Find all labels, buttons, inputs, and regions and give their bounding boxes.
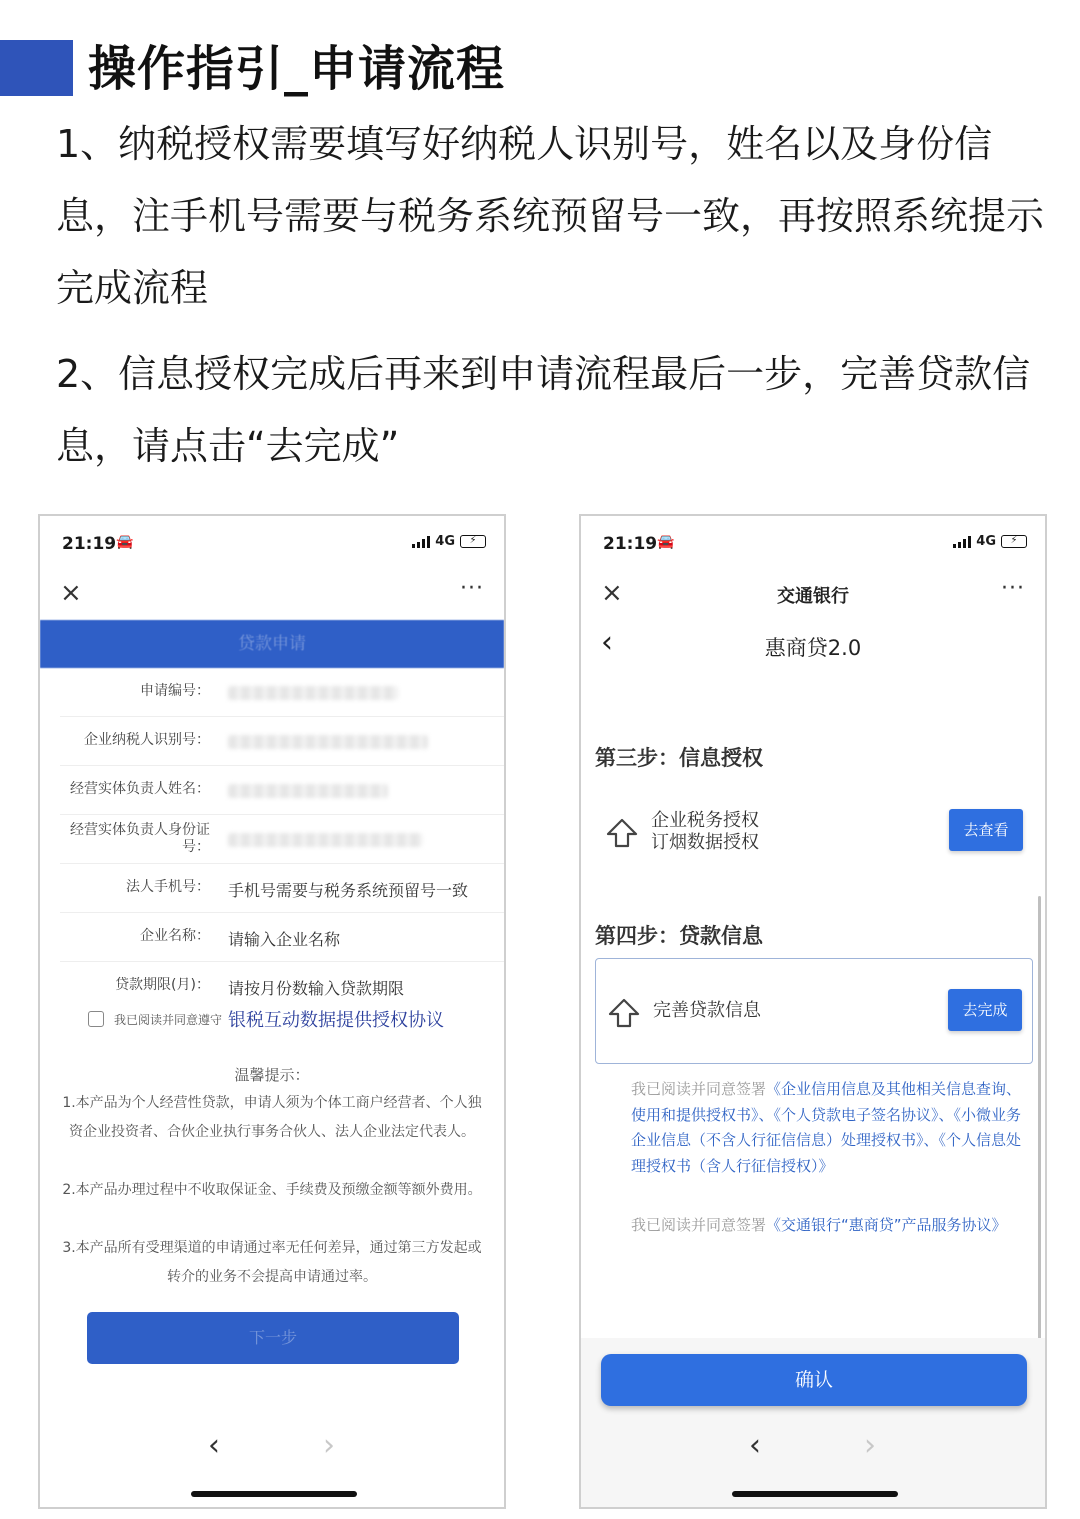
status-bar: [581, 534, 1045, 556]
status-bar: [40, 534, 504, 556]
agreement-row: [88, 1006, 444, 1032]
home-indicator: [732, 1491, 898, 1497]
agree-checkbox[interactable]: [88, 1011, 104, 1027]
form-row-taxpayer-id: [60, 717, 504, 766]
taxpayer-id-field-blurred[interactable]: [228, 735, 428, 749]
browser-nav: [581, 1426, 1045, 1466]
tip-1: 1.本产品为个人经营性贷款，申请人须为个体工商户经营者、个人独资企业投资者、合伙企业执行事务合伙人、法人企业法定代表人。: [62, 1095, 482, 1140]
next-step-button[interactable]: 下一步: [87, 1312, 459, 1364]
form-header: 贷款申请: [40, 620, 504, 668]
form-row-loan-term: [60, 962, 504, 1011]
tobacco-authorization-label: 订烟数据授权: [651, 832, 759, 853]
loan-term-input[interactable]: 请按月份数输入贷款期限: [228, 979, 405, 998]
form-label: 申请编号：: [140, 683, 210, 699]
status-time: 21:19: [62, 534, 117, 554]
product-title: 惠商贷2.0: [764, 636, 862, 660]
terms-links-2[interactable]: 《交通银行“惠商贷”产品服务协议》: [766, 1216, 1007, 1234]
network-type: 4G: [435, 534, 455, 549]
more-icon[interactable]: ···: [1001, 576, 1025, 601]
upload-arrow-icon: [605, 816, 639, 850]
form-row-phone: [60, 864, 504, 913]
browser-forward-icon[interactable]: ›: [323, 1428, 335, 1463]
car-icon: 🚘: [116, 534, 134, 550]
instruction-step-1: 1、纳税授权需要填写好纳税人识别号，姓名以及身份信息，注手机号需要与税务系统预留号一致，再按照系统提示完成流程: [56, 122, 1045, 310]
agreement-link[interactable]: 银税互动数据提供授权协议: [228, 1010, 445, 1031]
step3-title: 第三步：信息授权: [595, 746, 763, 770]
signal-icon: [953, 536, 971, 548]
form-label: 贷款期限(月)：: [115, 977, 210, 993]
browser-nav: [40, 1426, 504, 1466]
more-icon[interactable]: ···: [460, 576, 484, 601]
view-authorization-button[interactable]: 去查看: [949, 809, 1023, 851]
upload-arrow-icon: [607, 996, 641, 1030]
terms-paragraph-2: [631, 1213, 1027, 1239]
step4-title: 第四步：贷款信息: [595, 924, 763, 948]
tip-2: 2.本产品办理过程中不收取保证金、手续费及预缴金额等额外费用。: [62, 1182, 482, 1198]
form-label: 法人手机号：: [126, 879, 210, 895]
browser-back-icon[interactable]: ‹: [749, 1428, 761, 1463]
terms-paragraph-1: [631, 1077, 1027, 1179]
terms-links-1[interactable]: 《企业信用信息及其他相关信息查询、使用和提供授权书》、《个人贷款电子签名协议》、《小微业务企业信息（不含人行征信信息）处理授权书》、《个人信息处理授权书（含人行征信授权）》: [631, 1080, 1022, 1175]
phone-input[interactable]: 手机号需要与税务系统预留号一致: [228, 881, 469, 900]
home-indicator: [191, 1491, 357, 1497]
browser-back-icon[interactable]: ‹: [208, 1428, 220, 1463]
instruction-step-2: 2、信息授权完成后再来到申请流程最后一步，完善贷款信息，请点击“去完成”: [56, 352, 1031, 468]
signal-icon: [412, 536, 430, 548]
car-icon: 🚘: [657, 534, 675, 550]
close-icon[interactable]: ×: [60, 578, 82, 608]
complete-loan-info-label: 完善贷款信息: [653, 1000, 761, 1021]
company-name-input[interactable]: 请输入企业名称: [228, 930, 341, 949]
tips-title: 温馨提示：: [234, 1066, 310, 1084]
terms-prefix: 我已阅读并同意签署: [631, 1216, 767, 1234]
close-icon[interactable]: ×: [601, 578, 623, 608]
scrollbar[interactable]: [1038, 896, 1041, 1341]
tip-3: 3.本产品所有受理渠道的申请通过率无任何差异，通过第三方发起或转介的业务不会提高申请通过率。: [62, 1240, 482, 1285]
network-type: 4G: [976, 534, 996, 549]
battery-icon: ⚡: [460, 535, 486, 548]
phone-screenshot-loan-application: [38, 514, 506, 1509]
page-title: 操作指引_申请流程: [88, 41, 506, 97]
complete-button[interactable]: 去完成: [948, 989, 1022, 1031]
form-label: 企业纳税人识别号：: [84, 732, 210, 748]
form-row-owner-id-card: [60, 815, 504, 864]
confirm-button[interactable]: 确认: [601, 1354, 1027, 1406]
back-icon[interactable]: ‹: [601, 625, 613, 660]
battery-icon: ⚡: [1001, 535, 1027, 548]
terms-prefix: 我已阅读并同意签署: [631, 1080, 767, 1098]
title-accent-bar: [0, 40, 73, 96]
tax-authorization-label: 企业税务授权: [651, 810, 759, 831]
form-label: 经营实体负责人姓名：: [70, 781, 210, 797]
form-row-owner-name: [60, 766, 504, 815]
form-label: 经营实体负责人身份证号：: [70, 822, 210, 855]
agree-text: 我已阅读并同意遵守: [114, 1012, 223, 1027]
owner-id-card-field-blurred[interactable]: [228, 833, 423, 847]
phone-screenshot-loan-steps: [579, 514, 1047, 1509]
bank-title: 交通银行: [777, 586, 849, 607]
status-time: 21:19: [603, 534, 658, 554]
form-row-company-name: [60, 913, 504, 962]
application-id-field-blurred[interactable]: [228, 686, 398, 700]
browser-forward-icon[interactable]: ›: [864, 1428, 876, 1463]
owner-name-field-blurred[interactable]: [228, 784, 388, 798]
form-label: 企业名称：: [140, 928, 210, 944]
form-row-application-id: [60, 668, 504, 717]
